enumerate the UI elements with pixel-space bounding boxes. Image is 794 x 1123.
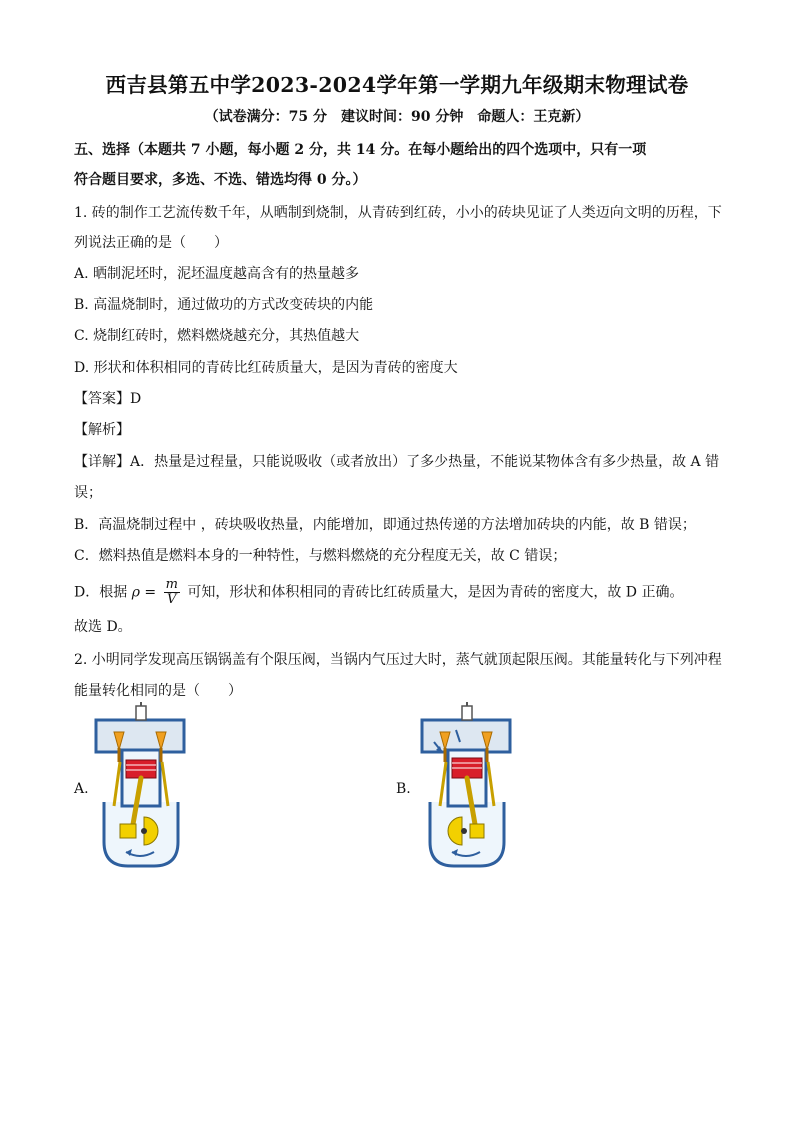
q1-detail-b: B．高温烧制过程中 ，砖块吸收热量，内能增加，即通过热传递的方法增加砖块的内能，故 B 错误； xyxy=(74,517,696,533)
fraction-numerator: m xyxy=(165,577,178,592)
q1-stem-line-2: 列说法正确的是（ ） xyxy=(74,235,228,251)
spark-plug-icon xyxy=(136,702,146,720)
piston-icon xyxy=(452,758,482,778)
density-symbol: ρ xyxy=(131,584,140,601)
q1-option-b[interactable]: B. 高温烧制时，通过做功的方式改变砖块的内能 xyxy=(74,297,374,313)
q1-option-c[interactable]: C. 烧制红砖时，燃料燃烧越充分，其热值越大 xyxy=(74,328,360,344)
section-heading-line-2: 符合题目要求，多选、不选、错选均得 0 分。） xyxy=(74,172,367,188)
q1-detail-d-suffix: 可知，形状和体积相同的青砖比红砖质量大，是因为青砖的密度大，故 D 正确。 xyxy=(187,584,684,601)
q2-option-b-engine-diagram[interactable] xyxy=(418,702,514,870)
q1-option-a[interactable]: A. 晒制泥坯时，泥坯温度越高含有的热量越多 xyxy=(74,266,360,282)
section-heading-line-1: 五、选择（本题共 7 小题，每小题 2 分，共 14 分。在每小题给出的四个选项中，只有一项 xyxy=(74,142,647,158)
q1-conclusion: 故选 D。 xyxy=(74,619,132,635)
q1-detail-d xyxy=(74,578,734,607)
fraction-denominator: V xyxy=(167,592,177,607)
q1-detail-line-1: 【详解】A．热量是过程量，只能说吸收（或者放出）了多少热量，不能说某物体含有多少热量，故 A 错 xyxy=(74,454,720,470)
q2-option-b-label[interactable]: B. xyxy=(396,781,411,797)
q2-stem-line-1: 2. 小明同学发现高压锅锅盖有个限压阀，当锅内气压过大时，蒸气就顶起限压阀。其能量转化与下列冲程 xyxy=(74,652,722,668)
density-formula-fraction xyxy=(164,578,180,607)
exam-subtitle: （试卷满分：75 分 建议时间：90 分钟 命题人：王克新） xyxy=(204,109,590,125)
piston-icon xyxy=(126,760,156,778)
q2-option-a-label[interactable]: A. xyxy=(74,781,89,797)
q1-stem-line-1: 1. 砖的制作工艺流传数千年，从晒制到烧制，从青砖到红砖，小小的砖块见证了人类迈向文明的历程，下 xyxy=(74,205,722,221)
q1-detail-d-prefix: D．根据 xyxy=(74,584,128,601)
q2-option-a-engine-diagram[interactable] xyxy=(92,702,188,870)
equals-sign: = xyxy=(144,584,157,601)
q1-analysis-label: 【解析】 xyxy=(74,422,130,438)
q1-answer: 【答案】D xyxy=(74,391,142,407)
q1-detail-c: C．燃料热值是燃料本身的一种特性，与燃料燃烧的充分程度无关，故 C 错误； xyxy=(74,548,567,564)
exam-title: 西吉县第五中学2023-2024学年第一学期九年级期末物理试卷 xyxy=(105,73,689,97)
spark-plug-icon xyxy=(462,702,472,720)
q1-option-d[interactable]: D. 形状和体积相同的青砖比红砖质量大，是因为青砖的密度大 xyxy=(74,360,458,376)
q1-detail-line-2: 误； xyxy=(74,485,102,501)
q2-stem-line-2: 能量转化相同的是（ ） xyxy=(74,683,242,699)
